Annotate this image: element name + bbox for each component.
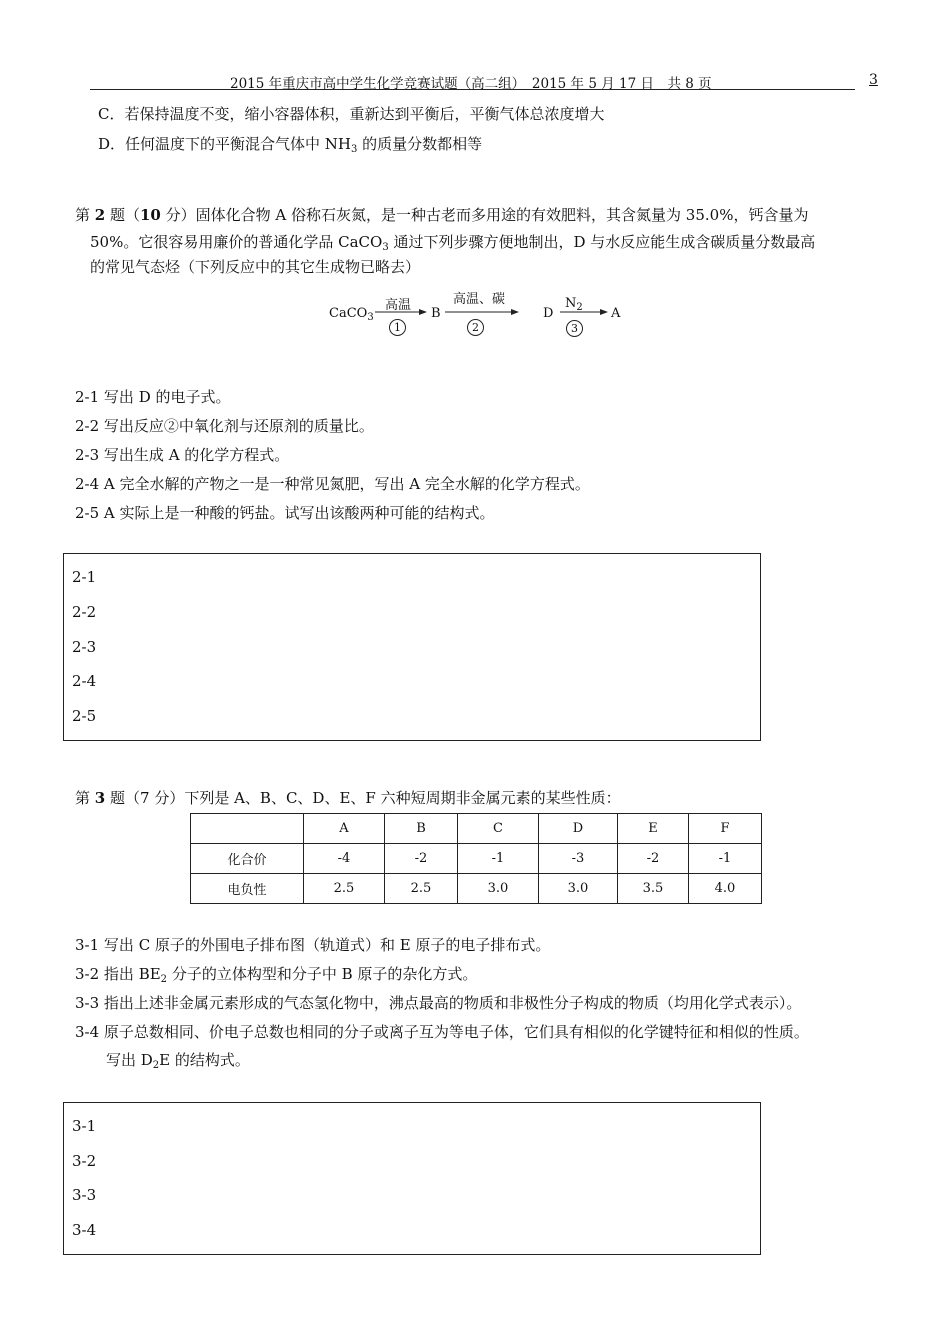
- q1-option-d: D．任何温度下的平衡混合气体中 $NH_3$ 的质量分数都相等: [98, 135, 483, 155]
- q2-sub-4: 2-4 A 完全水解的产物之一是一种常见氮肥，写出 A 完全水解的化学方程式。: [75, 475, 590, 493]
- q3-answer-label: 3-1: [72, 1117, 97, 1135]
- q3-answer-box[interactable]: [63, 1102, 761, 1255]
- q2-answer-label: 2-2: [72, 603, 97, 621]
- table-cell: 3.0: [539, 874, 618, 904]
- q2-sub-1: 2-1 写出 D 的电子式。: [75, 388, 231, 406]
- q2-sub-5: 2-5 A 实际上是一种酸的钙盐。试写出该酸两种可能的结构式。: [75, 504, 495, 522]
- table-cell: -2: [618, 844, 689, 874]
- arrow-1: [375, 308, 427, 316]
- properties-table: [190, 813, 762, 904]
- table-cell: 化合价: [191, 844, 304, 874]
- q3-intro: 第 3 题（7 分）下列是 A、B、C、D、E、F 六种短周期非金属元素的某些性质：: [75, 789, 621, 807]
- q3-answer-label: 3-4: [72, 1221, 97, 1239]
- q3-sub-4-line2: 写出 $D_2E$ 的结构式。: [106, 1051, 250, 1071]
- q1-option-c: C．若保持温度不变，缩小容器体积，重新达到平衡后，平衡气体总浓度增大: [98, 105, 605, 123]
- table-cell: A: [304, 814, 385, 844]
- q3-sub-3: 3-3 指出上述非金属元素形成的气态氢化物中，沸点最高的物质和非极性分子构成的物质（均用化学式表示）。: [75, 994, 802, 1012]
- q2-intro-line2: 50%。它很容易用廉价的普通化学品 CaCO$_3$ 通过下列步骤方便地制出，D 与水反应能生成含碳质量分数最高: [90, 233, 816, 253]
- q2-answer-label: 2-3: [72, 638, 97, 656]
- scheme-b: B: [431, 306, 441, 321]
- q2-answer-box[interactable]: [63, 553, 761, 741]
- table-cell: 4.0: [689, 874, 762, 904]
- table-cell: 3.0: [458, 874, 539, 904]
- scheme-a: A: [611, 306, 621, 321]
- arrow-2: [445, 308, 519, 316]
- arrow-3: [560, 308, 608, 316]
- table-cell: E: [618, 814, 689, 844]
- q2-intro-line3: 的常见气态烃（下列反应中的其它生成物已略去）: [90, 258, 421, 276]
- scheme-cond2: 高温、碳: [453, 292, 506, 307]
- page-number: 3: [869, 72, 878, 88]
- q2-intro-line1: 第 2 题（10 分）固体化合物 A 俗称石灰氮，是一种古老而多用途的有效肥料，其含氮量为 35.0%，钙含量为: [75, 206, 809, 224]
- table-cell: B: [385, 814, 458, 844]
- scheme-cond3: $N_2$: [565, 296, 583, 313]
- q3-answer-label: 3-3: [72, 1186, 97, 1204]
- table-cell: D: [539, 814, 618, 844]
- q2-answer-label: 2-1: [72, 568, 97, 586]
- step-2-marker: 2: [467, 319, 484, 336]
- table-cell: -4: [304, 844, 385, 874]
- q2-sub-2: 2-2 写出反应②中氧化剂与还原剂的质量比。: [75, 417, 374, 435]
- q2-answer-label: 2-4: [72, 672, 97, 690]
- scheme-d: D: [543, 306, 554, 321]
- q2-answer-label: 2-5: [72, 707, 97, 725]
- table-cell: 3.5: [618, 874, 689, 904]
- table-cell: F: [689, 814, 762, 844]
- table-row: [191, 844, 762, 874]
- table-cell: -1: [458, 844, 539, 874]
- table-cell: -3: [539, 844, 618, 874]
- page-header: 2015 年重庆市高中学生化学竞赛试题（高二组） 2015 年 5 月 17 日 共 8 页: [230, 76, 712, 92]
- table-cell: [191, 814, 304, 844]
- q3-sub-2: 3-2 指出 $BE_2$ 分子的立体构型和分子中 B 原子的杂化方式。: [75, 965, 478, 985]
- table-row: [191, 874, 762, 904]
- table-cell: -2: [385, 844, 458, 874]
- table-cell: C: [458, 814, 539, 844]
- q2-sub-3: 2-3 写出生成 A 的化学方程式。: [75, 446, 290, 464]
- header-rule: [90, 89, 855, 90]
- table-cell: -1: [689, 844, 762, 874]
- step-1-marker: 1: [389, 319, 406, 336]
- scheme-cond1: 高温: [385, 298, 412, 313]
- step-3-marker: 3: [566, 320, 583, 337]
- table-cell: 电负性: [191, 874, 304, 904]
- table-cell: 2.5: [385, 874, 458, 904]
- scheme-caco3: CaCO$_3$: [329, 306, 374, 323]
- reaction-scheme: [325, 292, 625, 342]
- table-cell: 2.5: [304, 874, 385, 904]
- q3-answer-label: 3-2: [72, 1152, 97, 1170]
- q3-sub-4-line1: 3-4 原子总数相同、价电子总数也相同的分子或离子互为等电子体，它们具有相似的化学键特征和相似的性质。: [75, 1023, 809, 1041]
- table-header-row: [191, 814, 762, 844]
- q3-sub-1: 3-1 写出 C 原子的外围电子排布图（轨道式）和 E 原子的电子排布式。: [75, 936, 551, 954]
